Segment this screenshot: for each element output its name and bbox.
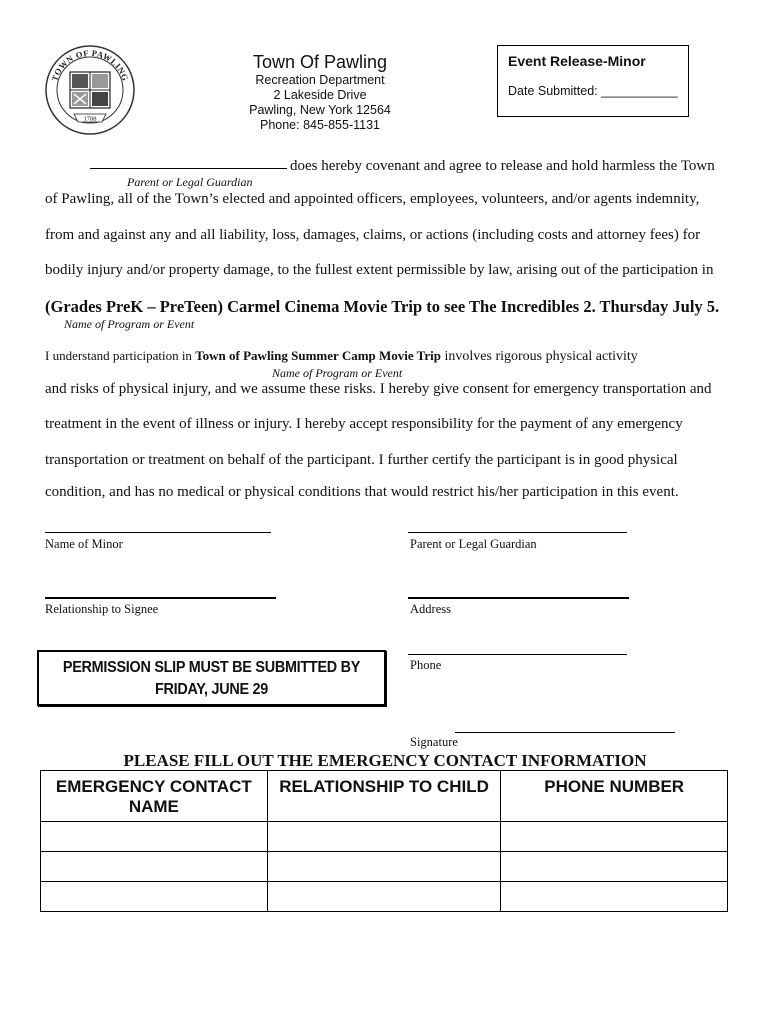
- phone-label: Phone: [410, 658, 442, 672]
- consent-line-5: condition, and has no medical or physical conditions that would restrict his/her participation in this event.: [45, 484, 679, 500]
- program-name: Town of Pawling Summer Camp Movie Trip: [195, 348, 442, 363]
- parent-guardian-line[interactable]: [408, 532, 627, 533]
- address-line[interactable]: [408, 597, 629, 599]
- relationship-label: Relationship to Signee: [45, 602, 159, 616]
- understand-prefix: I understand participation in: [45, 348, 196, 363]
- consent-line-2: and risks of physical injury, and we assume these risks. I hereby give consent for emergency transportation and: [45, 381, 712, 397]
- minor-name-label: Name of Minor: [45, 537, 123, 551]
- program-label: Name of Program or Event: [272, 366, 403, 380]
- deadline-line-2: FRIDAY, JUNE 29: [154, 681, 269, 698]
- event-label: Name of Program or Event: [64, 317, 195, 331]
- table-row: [41, 882, 728, 912]
- minor-name-line[interactable]: [45, 532, 271, 533]
- phone-number-cell[interactable]: [501, 852, 728, 882]
- date-submitted-field[interactable]: Date Submitted: ___________: [508, 84, 678, 98]
- emergency-contact-table: [40, 770, 728, 912]
- relationship-cell[interactable]: [267, 882, 501, 912]
- column-header-contact-name: EMERGENCY CONTACT NAME: [41, 771, 268, 822]
- guardian-name-line[interactable]: [90, 168, 287, 169]
- contact-name-cell[interactable]: [41, 852, 268, 882]
- table-header-row: [41, 771, 728, 822]
- department: Recreation Department: [255, 73, 385, 87]
- relationship-cell[interactable]: [267, 822, 501, 852]
- phone-number-cell[interactable]: [501, 822, 728, 852]
- form-title: Event Release-Minor: [508, 53, 646, 69]
- phone-number-cell[interactable]: [501, 882, 728, 912]
- event-release-box: [497, 45, 689, 117]
- parent-guardian-label: Parent or Legal Guardian: [410, 537, 537, 551]
- guardian-label: Parent or Legal Guardian: [127, 175, 253, 189]
- emergency-section-title: PLEASE FILL OUT THE EMERGENCY CONTACT INFORMATION: [123, 751, 647, 770]
- release-line-4: bodily injury and/or property damage, to the fullest extent permissible by law, arising out of the participation in: [45, 262, 714, 278]
- release-line-2: of Pawling, all of the Town’s elected and appointed officers, employees, volunteers, and/or agents indemnity,: [45, 191, 700, 207]
- address-label: Address: [410, 602, 451, 616]
- deadline-notice-box: [37, 650, 386, 706]
- understand-line: [45, 348, 638, 365]
- relationship-line[interactable]: [45, 597, 276, 599]
- understand-suffix: involves rigorous physical activity: [441, 349, 638, 364]
- table-row: [41, 852, 728, 882]
- svg-text:TOWN OF PAWLING: TOWN OF PAWLING: [49, 47, 131, 83]
- consent-line-3: treatment in the event of illness or injury. I hereby accept responsibility for the payment of any emergency: [45, 416, 683, 432]
- column-header-relationship: RELATIONSHIP TO CHILD: [267, 771, 501, 822]
- town-seal-logo: [44, 44, 136, 136]
- phone-number: Phone: 845-855-1131: [259, 118, 380, 132]
- street-address: 2 Lakeside Drive: [273, 88, 367, 102]
- release-line-3: from and against any and all liability, loss, damages, claims, or actions (including costs and attorney fees) for: [45, 227, 701, 243]
- city-state-zip: Pawling, New York 12564: [249, 103, 391, 117]
- release-line-1: does hereby covenant and agree to release and hold harmless the Town: [290, 158, 715, 174]
- svg-text:1788: 1788: [83, 115, 97, 123]
- event-name: (Grades PreK – PreTeen) Carmel Cinema Movie Trip to see The Incredibles 2. Thursday July 5.: [45, 297, 720, 316]
- table-row: [41, 822, 728, 852]
- column-header-phone: PHONE NUMBER: [501, 771, 728, 822]
- deadline-line-1: PERMISSION SLIP MUST BE SUBMITTED BY: [62, 659, 361, 676]
- signature-label: Signature: [410, 735, 458, 749]
- contact-name-cell[interactable]: [41, 882, 268, 912]
- contact-name-cell[interactable]: [41, 822, 268, 852]
- relationship-cell[interactable]: [267, 852, 501, 882]
- consent-line-4: transportation or treatment on behalf of the participant. I further certify the participant is in good physical: [45, 452, 678, 468]
- phone-line[interactable]: [408, 654, 627, 655]
- signature-line[interactable]: [455, 732, 675, 733]
- town-name: Town Of Pawling: [252, 52, 388, 72]
